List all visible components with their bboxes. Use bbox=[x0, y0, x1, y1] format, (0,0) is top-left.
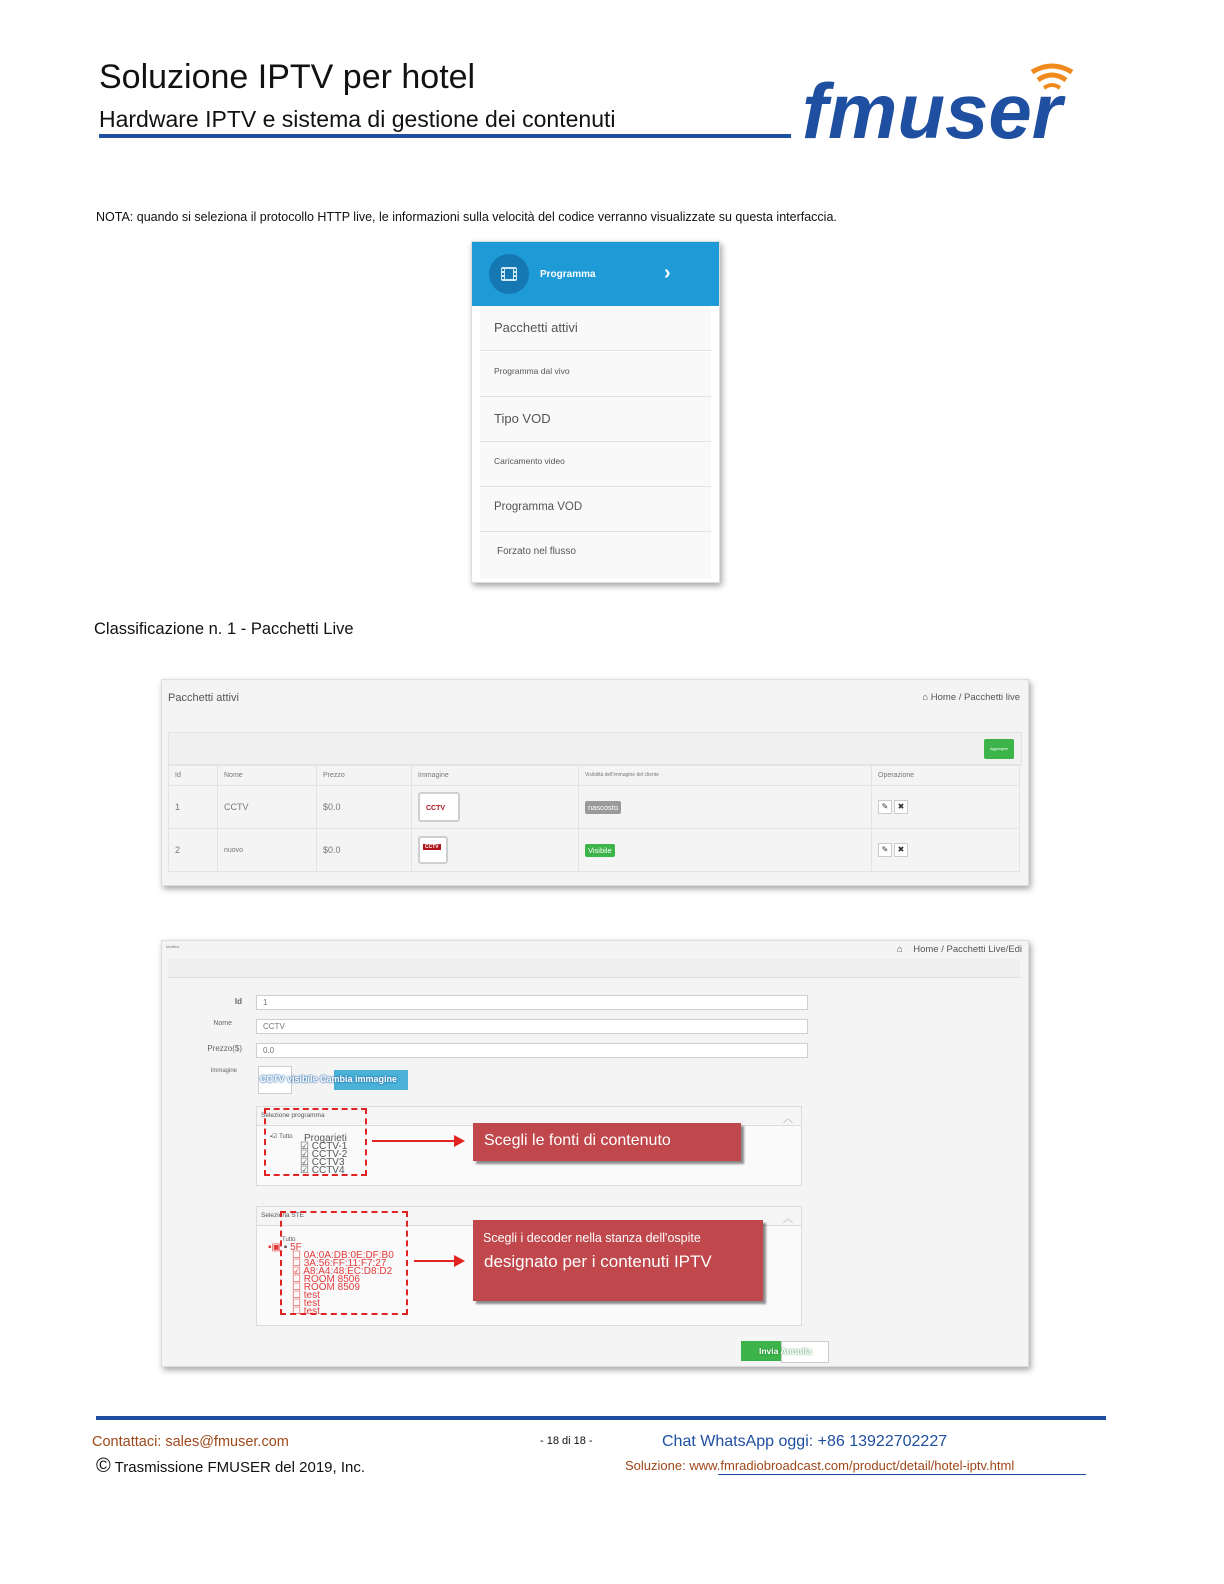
column-header: Id bbox=[169, 765, 218, 786]
tree-item[interactable]: ☐ test bbox=[292, 1306, 320, 1317]
breadcrumb-text[interactable]: Home / Pacchetti Live/Edi bbox=[913, 944, 1022, 955]
program-menu bbox=[471, 241, 720, 583]
tree-root[interactable]: ▪☑ Tutto bbox=[270, 1134, 293, 1140]
image-overlay-text: CCTV visibile Cambia immagine bbox=[260, 1074, 398, 1084]
chevron-up-icon[interactable]: ︿ bbox=[783, 1114, 793, 1125]
cell-image bbox=[412, 786, 579, 829]
film-icon bbox=[489, 254, 529, 294]
menu-header-label: Programma bbox=[540, 269, 596, 280]
tree-item[interactable]: ☑ A8:A4:48:EC:D8:D2 bbox=[292, 1266, 393, 1277]
chevron-up-icon[interactable]: ︿ bbox=[783, 1214, 793, 1225]
column-header: Immagine bbox=[412, 765, 579, 786]
table-row bbox=[169, 786, 1020, 829]
chevron-right-icon: › bbox=[664, 262, 671, 284]
solution-link[interactable]: Soluzione: www.fmradiobroadcast.com/product/detail/hotel-iptv.html bbox=[625, 1458, 1015, 1473]
page-number: - 18 di 18 - bbox=[540, 1435, 593, 1447]
arrow-right-icon bbox=[454, 1255, 465, 1267]
price-field[interactable]: 0.0 bbox=[256, 1043, 808, 1058]
tree-item[interactable]: ☐ test bbox=[292, 1290, 320, 1301]
tree-item[interactable]: ☐ 0A:0A:DB:0E:DF:B0 bbox=[292, 1250, 394, 1261]
name-label: Nome bbox=[213, 1020, 232, 1027]
document-title: Soluzione IPTV per hotel bbox=[99, 58, 476, 96]
contact-email[interactable]: Contattaci: sales@fmuser.com bbox=[92, 1434, 289, 1450]
tree-item[interactable]: ☐ 3A:56:FF:11:F7:27 bbox=[292, 1258, 387, 1269]
link-underline bbox=[718, 1474, 1086, 1475]
edit-icon[interactable]: ✎ bbox=[878, 843, 892, 857]
tree-group[interactable]: ▪▣ ▪ 5F bbox=[268, 1242, 302, 1253]
menu-item-live-program[interactable]: Programma dal vivo bbox=[480, 352, 711, 397]
arrow-line bbox=[414, 1260, 456, 1262]
table-row bbox=[169, 829, 1020, 872]
fmuser-logo bbox=[800, 58, 1100, 148]
menu-item-vod-program[interactable]: Programma VOD bbox=[480, 487, 711, 532]
price-label: Prezzo($) bbox=[207, 1044, 242, 1053]
delete-icon[interactable]: ✖ bbox=[894, 800, 908, 814]
callout-content-sources bbox=[473, 1123, 741, 1161]
document-subtitle: Hardware IPTV e sistema di gestione dei contenuti bbox=[99, 106, 616, 132]
live-packages-panel bbox=[161, 679, 1029, 886]
note-text: NOTA: quando si seleziona il protocollo HTTP live, le informazioni sulla velocità del codice verranno visualizzate su questa interfaccia. bbox=[96, 210, 837, 224]
submit-cancel-label: Invia Annulla bbox=[759, 1346, 812, 1356]
callout-text-line1: Scegli i decoder nella stanza dell'ospite bbox=[483, 1231, 701, 1245]
whatsapp-contact[interactable]: Chat WhatsApp oggi: +86 13922702227 bbox=[662, 1433, 948, 1450]
panel-title: Modifica bbox=[166, 945, 180, 949]
column-header: Operazione bbox=[872, 765, 1020, 786]
breadcrumb-text[interactable]: Home / Pacchetti live bbox=[930, 692, 1020, 703]
copyright-text: Trasmissione FMUSER del 2019, Inc. bbox=[114, 1459, 366, 1476]
copyright bbox=[96, 1455, 365, 1478]
home-icon: ⌂ bbox=[896, 944, 903, 955]
breadcrumb bbox=[897, 944, 1022, 955]
edit-package-panel bbox=[161, 940, 1029, 1367]
cell-visibility bbox=[579, 786, 872, 829]
arrow-line bbox=[372, 1140, 456, 1142]
tree-item[interactable]: ☑ CCTV3 bbox=[300, 1157, 345, 1168]
arrow-right-icon bbox=[454, 1135, 465, 1147]
tree-item[interactable]: ☑ CCTV4 bbox=[300, 1165, 345, 1176]
package-thumbnail: CCTV bbox=[418, 792, 460, 822]
header-divider bbox=[99, 134, 791, 138]
cell-id: 2 bbox=[169, 829, 218, 872]
menu-item-forced-stream[interactable]: Forzato nel flusso bbox=[480, 532, 711, 578]
column-header: Prezzo bbox=[317, 765, 412, 786]
breadcrumb bbox=[922, 692, 1020, 703]
status-badge[interactable]: Visibile bbox=[585, 844, 615, 857]
tree-item[interactable]: ☐ ROOM 8509 bbox=[292, 1282, 360, 1293]
id-field[interactable]: 1 bbox=[256, 995, 808, 1010]
copyright-icon: © bbox=[96, 1455, 111, 1477]
id-label: Id bbox=[234, 997, 242, 1006]
table-header-row bbox=[169, 765, 1020, 786]
menu-item-video-upload[interactable]: Caricamento video bbox=[480, 442, 711, 487]
add-button[interactable]: Aggiungere bbox=[984, 739, 1014, 759]
tree-item[interactable]: ☑ CCTV-1 bbox=[300, 1141, 348, 1152]
footer-divider bbox=[96, 1416, 1106, 1420]
stb-selection-title: Seleziona STE bbox=[261, 1212, 304, 1219]
cell-name: nuovo bbox=[218, 829, 317, 872]
cell-price: $0.0 bbox=[317, 786, 412, 829]
callout-text: Scegli le fonti di contenuto bbox=[484, 1132, 671, 1149]
column-header: Visibilità dell'immagine del cliente bbox=[579, 765, 872, 786]
cell-price: $0.0 bbox=[317, 829, 412, 872]
table-toolbar bbox=[168, 732, 1022, 766]
status-badge[interactable]: nascosto bbox=[585, 801, 621, 814]
cell-operations bbox=[872, 829, 1020, 872]
home-icon: ⌂ bbox=[922, 692, 929, 703]
tree-item[interactable]: ☑ CCTV-2 bbox=[300, 1149, 348, 1160]
cell-operations bbox=[872, 786, 1020, 829]
column-header: Nome bbox=[218, 765, 317, 786]
program-selection-title: Selezione programma bbox=[261, 1112, 325, 1119]
packages-table bbox=[168, 764, 1020, 872]
callout-decoders bbox=[473, 1220, 763, 1301]
highlight-box bbox=[264, 1108, 367, 1176]
menu-item-active-packages[interactable]: Pacchetti attivi bbox=[480, 306, 711, 351]
delete-icon[interactable]: ✖ bbox=[894, 843, 908, 857]
edit-icon[interactable]: ✎ bbox=[878, 800, 892, 814]
tree-root[interactable]: Tutto bbox=[282, 1237, 296, 1243]
cell-image bbox=[412, 829, 579, 872]
package-thumbnail: CCTV bbox=[418, 836, 448, 864]
panel-title: Pacchetti attivi bbox=[168, 692, 239, 704]
logo-wordmark: fmuser bbox=[802, 67, 1063, 148]
panel-toolbar bbox=[168, 959, 1020, 978]
cell-visibility bbox=[579, 829, 872, 872]
cell-id: 1 bbox=[169, 786, 218, 829]
image-label: Immagine bbox=[210, 1068, 237, 1074]
menu-header[interactable] bbox=[472, 242, 719, 306]
callout-text-line2: designato per i contenuti IPTV bbox=[484, 1252, 712, 1271]
highlight-box bbox=[280, 1211, 408, 1315]
tree-item[interactable]: ☐ ROOM 8506 bbox=[292, 1274, 360, 1285]
tree-item[interactable]: ☐ test bbox=[292, 1298, 320, 1309]
section-heading: Classificazione n. 1 - Pacchetti Live bbox=[94, 620, 354, 638]
menu-item-vod-type[interactable]: Tipo VOD bbox=[480, 397, 711, 442]
cell-name: CCTV bbox=[218, 786, 317, 829]
tree-group[interactable]: Progarieti bbox=[304, 1133, 347, 1144]
name-field[interactable]: CCTV bbox=[256, 1019, 808, 1034]
